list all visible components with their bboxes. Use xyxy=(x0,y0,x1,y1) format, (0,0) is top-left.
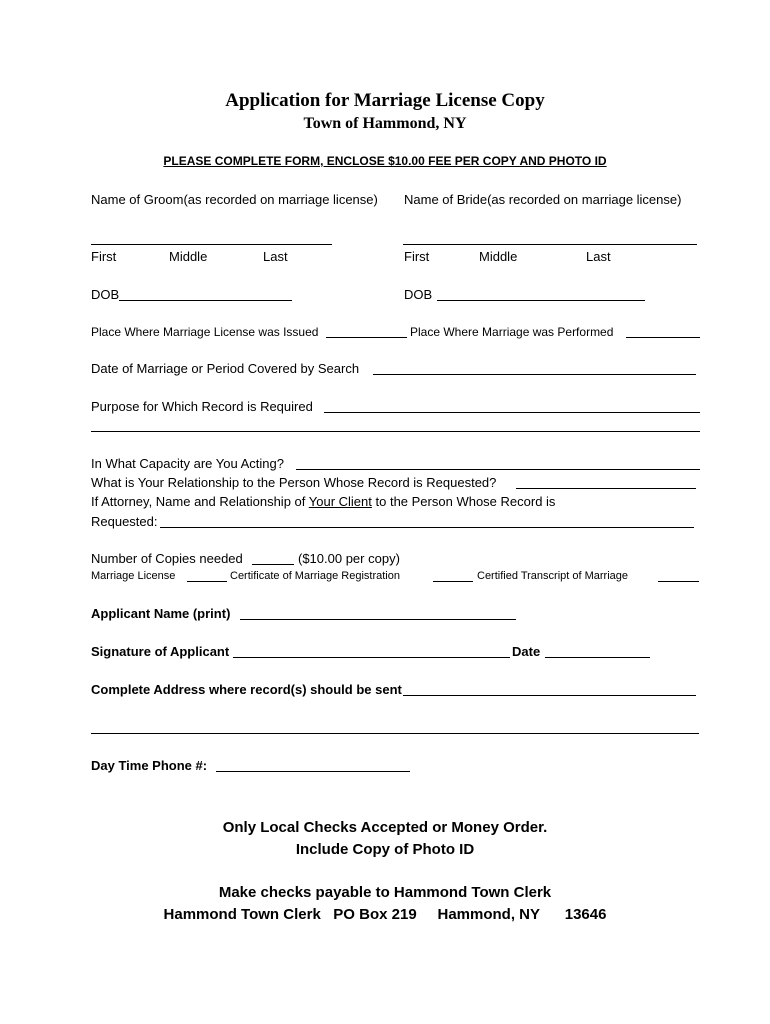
copies-needed-field[interactable] xyxy=(252,564,294,565)
bride-middle-label: Middle xyxy=(479,249,518,264)
certificate-field[interactable] xyxy=(433,581,473,582)
place-performed-label: Place Where Marriage was Performed xyxy=(410,325,614,339)
payable-to-text: Make checks payable to Hammond Town Clerk xyxy=(218,884,552,901)
capacity-field[interactable] xyxy=(296,469,700,470)
bride-dob-label: DOB xyxy=(404,287,433,302)
certificate-label: Certificate of Marriage Registration xyxy=(230,570,400,582)
attorney-label xyxy=(91,494,555,509)
requested-label: Requested: xyxy=(91,514,158,529)
form-subtitle: Town of Hammond, NY xyxy=(303,115,467,132)
purpose-field-continued[interactable] xyxy=(91,431,700,432)
transcript-field[interactable] xyxy=(658,581,699,582)
transcript-label: Certified Transcript of Marriage xyxy=(477,570,628,582)
phone-field[interactable] xyxy=(216,771,410,772)
form-instruction: PLEASE COMPLETE FORM, ENCLOSE $10.00 FEE PER COPY AND PHOTO ID xyxy=(163,154,607,168)
groom-name-field[interactable] xyxy=(91,244,332,245)
relationship-label: What is Your Relationship to the Person Whose Record is Requested? xyxy=(91,475,497,490)
applicant-name-label: Applicant Name (print) xyxy=(91,606,231,621)
date-of-marriage-field[interactable] xyxy=(373,374,696,375)
date-label: Date xyxy=(512,644,541,659)
purpose-label: Purpose for Which Record is Required xyxy=(91,399,313,414)
relationship-field[interactable] xyxy=(516,488,696,489)
bride-last-label: Last xyxy=(586,249,611,264)
groom-dob-label: DOB xyxy=(91,287,120,302)
place-performed-field[interactable] xyxy=(626,337,700,338)
purpose-field[interactable] xyxy=(324,412,700,413)
attorney-label-end: to the Person Whose Record is xyxy=(371,494,556,509)
date-of-marriage-label: Date of Marriage or Period Covered by Search xyxy=(91,361,360,376)
bride-first-label: First xyxy=(404,249,430,264)
copies-needed-label: Number of Copies needed xyxy=(91,551,243,566)
mailing-address-text: Hammond Town Clerk PO Box 219 Hammond, NY 13646 xyxy=(163,906,607,923)
copies-price-text: ($10.00 per copy) xyxy=(298,551,400,566)
signature-field[interactable] xyxy=(233,657,510,658)
address-field-continued[interactable] xyxy=(91,733,699,734)
phone-label: Day Time Phone #: xyxy=(91,758,208,773)
place-issued-field[interactable] xyxy=(326,337,407,338)
signature-label: Signature of Applicant xyxy=(91,644,230,659)
bride-name-field[interactable] xyxy=(403,244,697,245)
requested-field[interactable] xyxy=(160,527,694,528)
applicant-name-field[interactable] xyxy=(240,619,516,620)
bride-dob-field[interactable] xyxy=(437,300,645,301)
groom-last-label: Last xyxy=(263,249,288,264)
address-field[interactable] xyxy=(403,695,696,696)
bride-heading: Name of Bride(as recorded on marriage license) xyxy=(404,192,682,207)
groom-heading: Name of Groom(as recorded on marriage license) xyxy=(91,192,378,207)
marriage-license-field[interactable] xyxy=(187,581,227,582)
checks-accepted-text: Only Local Checks Accepted or Money Order. xyxy=(222,819,548,836)
groom-dob-field[interactable] xyxy=(119,300,292,301)
photo-id-text: Include Copy of Photo ID xyxy=(295,841,475,858)
place-issued-label: Place Where Marriage License was Issued xyxy=(91,325,319,339)
date-field[interactable] xyxy=(545,657,650,658)
groom-first-label: First xyxy=(91,249,117,264)
attorney-label-start: If Attorney, Name and Relationship of xyxy=(91,494,309,509)
form-title: Application for Marriage License Copy xyxy=(225,90,545,111)
your-client-text: Your Client xyxy=(308,494,372,509)
marriage-license-label: Marriage License xyxy=(91,570,176,582)
groom-middle-label: Middle xyxy=(169,249,208,264)
capacity-label: In What Capacity are You Acting? xyxy=(91,456,284,471)
address-label: Complete Address where record(s) should be sent xyxy=(91,682,402,697)
